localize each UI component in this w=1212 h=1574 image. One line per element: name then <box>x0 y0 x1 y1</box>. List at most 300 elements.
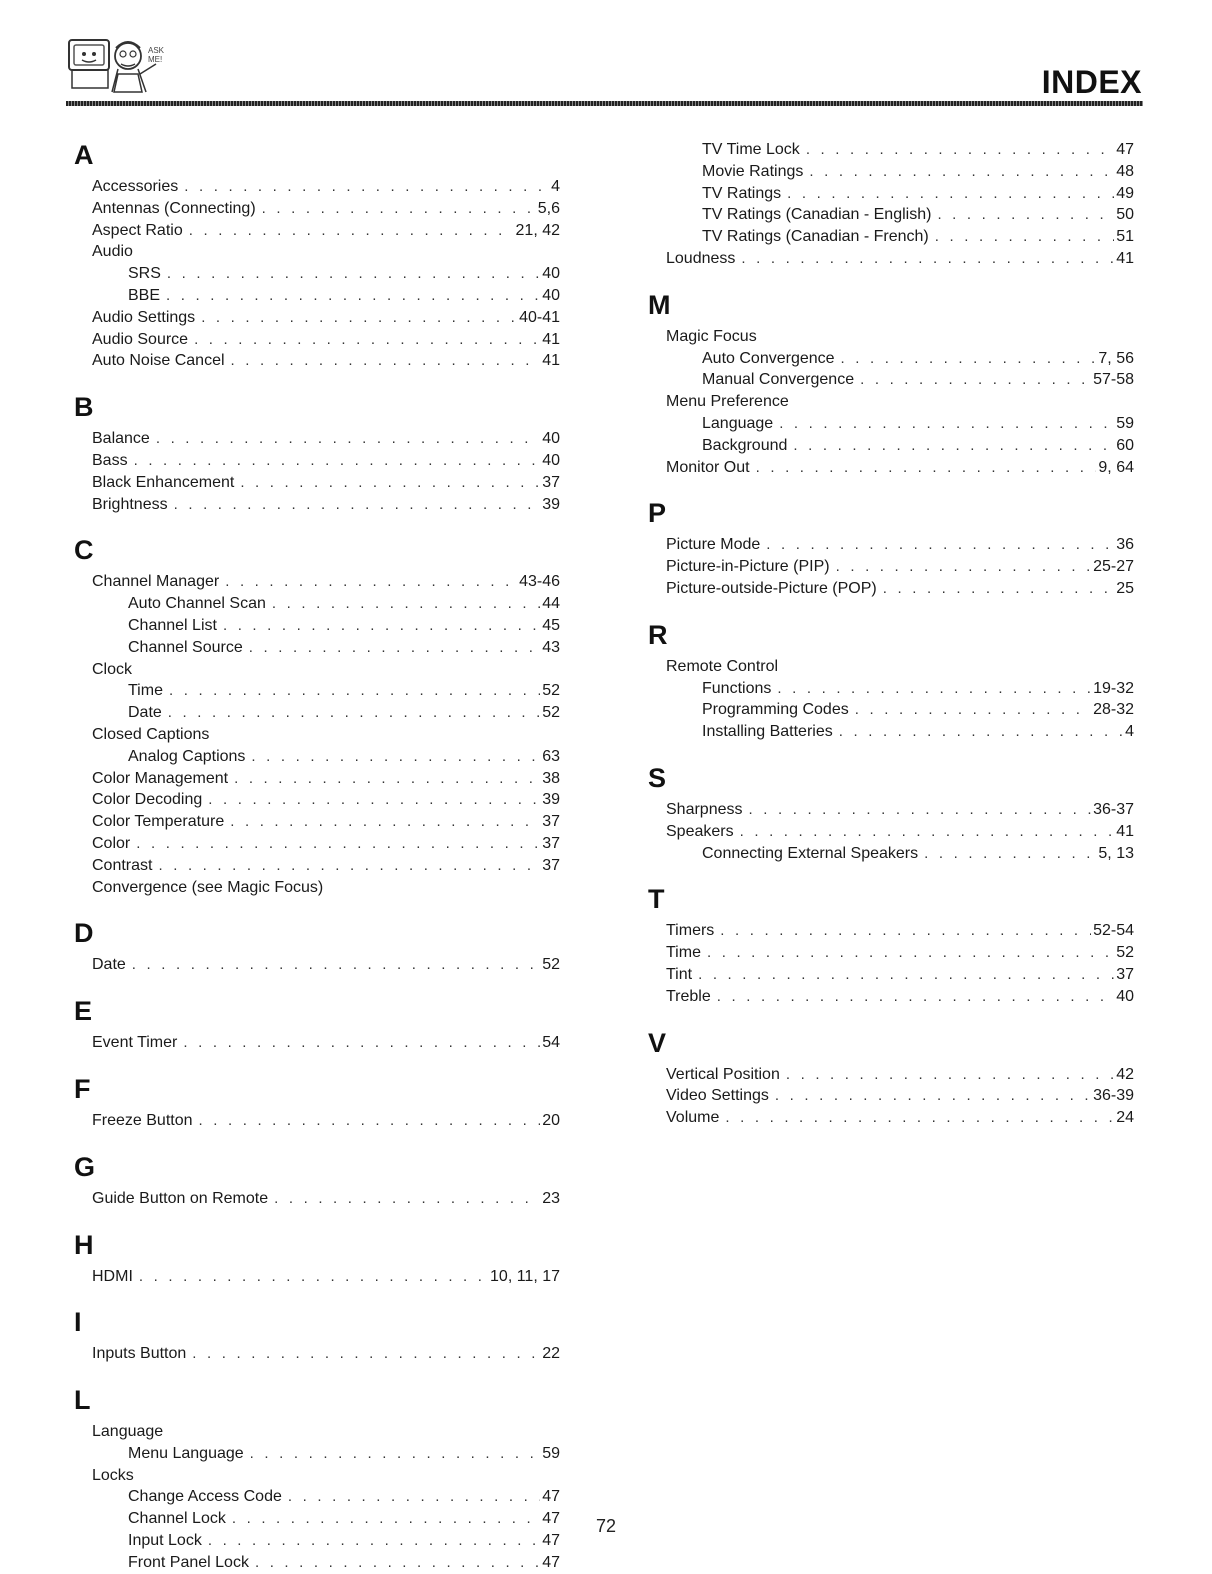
entry-term: Locks <box>92 1466 134 1484</box>
index-entry <box>74 768 560 790</box>
entry-pages: 40 <box>542 265 560 283</box>
dot-leader <box>255 1552 540 1574</box>
entry-pages: 10, 11, 17 <box>490 1267 560 1285</box>
index-entry <box>648 435 1134 457</box>
entry-pages: 25-27 <box>1093 558 1134 576</box>
dot-leader <box>806 139 1114 161</box>
index-entry <box>74 1110 560 1132</box>
dot-leader <box>836 556 1091 578</box>
entry-term: Front Panel Lock <box>128 1553 249 1571</box>
entry-term: Audio Source <box>92 330 189 348</box>
index-entry <box>648 942 1134 964</box>
entry-pages: 43 <box>542 638 560 656</box>
entry-pages: 38 <box>542 769 560 787</box>
dot-leader <box>720 920 1091 942</box>
dot-leader <box>787 183 1114 205</box>
index-section-i <box>74 1301 560 1365</box>
dot-leader <box>136 833 540 855</box>
dot-leader <box>779 413 1114 435</box>
index-section-c <box>74 529 560 898</box>
index-section-m <box>648 284 1134 479</box>
dot-leader <box>741 248 1114 270</box>
index-entry <box>74 1486 560 1508</box>
entry-term: Convergence (see Magic Focus) <box>92 878 324 896</box>
entry-pages: 41 <box>1116 249 1134 267</box>
entry-pages: 59 <box>1116 414 1134 432</box>
entry-term: Color Temperature <box>92 813 225 831</box>
entry-term: SRS <box>128 265 161 283</box>
index-entry <box>74 241 560 263</box>
entry-term: TV Time Lock <box>702 141 800 158</box>
entry-term: Language <box>702 414 774 432</box>
dot-leader <box>134 450 541 472</box>
entry-term: Picture Mode <box>666 536 761 554</box>
entry-pages: 24 <box>1116 1109 1134 1127</box>
dot-leader <box>809 161 1114 183</box>
index-section-t <box>648 878 1134 1007</box>
section-letter: M <box>648 289 671 320</box>
dot-leader <box>707 942 1114 964</box>
dot-leader <box>839 721 1123 743</box>
index-entry <box>74 220 560 242</box>
section-letter: L <box>74 1385 91 1416</box>
section-letter: S <box>648 762 667 793</box>
entry-term: TV Ratings <box>702 184 782 202</box>
index-entry <box>74 494 560 516</box>
section-letter: F <box>74 1073 91 1104</box>
dot-leader <box>166 285 540 307</box>
dot-leader <box>766 534 1114 556</box>
entry-pages: 52 <box>1116 944 1134 962</box>
entry-pages: 47 <box>1116 141 1134 158</box>
entry-pages: 40 <box>542 430 560 448</box>
index-entry <box>74 285 560 307</box>
entry-pages: 36-39 <box>1093 1087 1134 1105</box>
page-title: INDEX <box>1041 64 1142 100</box>
entry-pages: 60 <box>1116 436 1134 454</box>
entry-pages: 47 <box>542 1532 560 1550</box>
index-entry <box>74 176 560 198</box>
entry-pages: 22 <box>542 1345 560 1363</box>
index-entry <box>648 369 1134 391</box>
dot-leader <box>860 369 1091 391</box>
index-section-h <box>74 1224 560 1288</box>
entry-term: Menu Language <box>128 1444 244 1462</box>
entry-term: Channel Lock <box>128 1510 226 1528</box>
entry-term: Background <box>702 436 788 454</box>
entry-term: Guide Button on Remote <box>92 1189 269 1207</box>
dot-leader <box>717 986 1114 1008</box>
index-entry <box>74 877 560 899</box>
dot-leader <box>231 350 541 372</box>
index-entry <box>648 248 1134 270</box>
dot-leader <box>251 746 540 768</box>
entry-term: Date <box>128 704 162 722</box>
index-entry <box>74 615 560 637</box>
dot-leader <box>698 964 1114 986</box>
dot-leader <box>756 457 1097 479</box>
entry-term: Color <box>92 834 131 852</box>
index-entry <box>74 329 560 351</box>
dot-leader <box>194 329 540 351</box>
entry-pages: 47 <box>542 1553 560 1571</box>
index-entry <box>74 350 560 372</box>
index-entry <box>648 986 1134 1008</box>
dot-leader <box>274 1188 540 1210</box>
entry-term: Volume <box>666 1109 720 1127</box>
entry-term: Magic Focus <box>666 327 757 345</box>
entry-term: Channel List <box>128 616 217 634</box>
entry-term: Date <box>92 956 126 974</box>
entry-pages: 37 <box>542 473 560 491</box>
dot-leader <box>288 1486 540 1508</box>
section-letter: D <box>74 918 94 949</box>
dot-leader <box>749 799 1092 821</box>
entry-pages: 39 <box>542 495 560 513</box>
entry-pages: 59 <box>542 1444 560 1462</box>
entry-term: Accessories <box>92 178 179 195</box>
entry-term: Time <box>128 682 163 700</box>
index-entry <box>74 593 560 615</box>
entry-pages: 7, 56 <box>1098 349 1134 367</box>
index-entry <box>648 964 1134 986</box>
index-left-column <box>74 134 560 1574</box>
entry-term: Input Lock <box>128 1532 202 1550</box>
index-entry <box>648 326 1134 348</box>
index-entry <box>74 833 560 855</box>
index-section-s <box>648 757 1134 864</box>
entry-pages: 4 <box>1125 723 1134 741</box>
entry-term: Video Settings <box>666 1087 769 1105</box>
entry-term: Menu Preference <box>666 393 789 411</box>
dot-leader <box>201 307 517 329</box>
dot-leader <box>169 680 540 702</box>
dot-leader <box>192 1343 540 1365</box>
entry-term: Audio <box>92 243 133 261</box>
entry-pages: 40-41 <box>519 308 560 326</box>
entry-pages: 25 <box>1116 579 1134 597</box>
entry-pages: 19-32 <box>1093 679 1134 697</box>
entry-term: Freeze Button <box>92 1111 193 1129</box>
dot-leader <box>262 198 536 220</box>
section-letter: V <box>648 1027 667 1058</box>
dot-leader <box>786 1064 1114 1086</box>
dot-leader <box>249 637 540 659</box>
index-entry <box>648 204 1134 226</box>
dot-leader <box>775 1085 1091 1107</box>
entry-term: Movie Ratings <box>702 162 804 180</box>
index-entry <box>648 348 1134 370</box>
entry-pages: 36-37 <box>1093 800 1134 818</box>
entry-term: Balance <box>92 430 150 448</box>
index-entry <box>74 1465 560 1487</box>
entry-term: TV Ratings (Canadian - English) <box>702 206 932 224</box>
dot-leader <box>725 1107 1114 1129</box>
dot-leader <box>230 811 540 833</box>
entry-pages: 63 <box>542 747 560 765</box>
entry-term: Installing Batteries <box>702 723 833 741</box>
dot-leader <box>189 220 514 242</box>
dot-leader <box>234 768 540 790</box>
dot-leader <box>935 226 1114 248</box>
dot-leader <box>139 1266 488 1288</box>
entry-term: Analog Captions <box>128 747 246 765</box>
entry-pages: 5, 13 <box>1098 844 1134 862</box>
entry-pages: 47 <box>542 1510 560 1528</box>
section-letter: I <box>74 1307 82 1338</box>
index-entry <box>74 702 560 724</box>
section-letter: P <box>648 498 667 529</box>
entry-pages: 21, 42 <box>515 221 560 239</box>
entry-pages: 40 <box>542 451 560 469</box>
entry-term: Audio Settings <box>92 308 196 326</box>
index-entry <box>74 954 560 976</box>
entry-pages: 40 <box>1116 987 1134 1005</box>
section-letter: B <box>74 392 94 423</box>
entry-pages: 45 <box>542 616 560 634</box>
index-entry <box>74 263 560 285</box>
entry-pages: 36 <box>1116 536 1134 554</box>
tv-mascot-logo-icon <box>66 34 178 98</box>
index-entry <box>74 1552 560 1574</box>
index-entry <box>74 811 560 833</box>
index-entry <box>74 724 560 746</box>
section-letter: T <box>648 884 665 915</box>
page-number: 72 <box>595 1516 617 1536</box>
entry-term: Treble <box>666 987 711 1005</box>
entry-term: Programming Codes <box>702 701 849 719</box>
index-section-a <box>74 134 560 372</box>
entry-pages: 39 <box>542 791 560 809</box>
index-entry <box>648 413 1134 435</box>
dot-leader <box>158 855 540 877</box>
index-entry <box>74 1421 560 1443</box>
entry-term: Manual Convergence <box>702 371 855 389</box>
entry-pages: 41 <box>1116 822 1134 840</box>
entry-pages: 43-46 <box>519 573 560 591</box>
entry-term: HDMI <box>92 1267 133 1285</box>
section-letter: C <box>74 535 94 566</box>
entry-term: Loudness <box>666 249 736 267</box>
entry-term: Speakers <box>666 822 734 840</box>
entry-pages: 54 <box>542 1034 560 1052</box>
index-section-f <box>74 1068 560 1132</box>
index-section-continued <box>648 139 1134 270</box>
index-entry <box>648 721 1134 743</box>
index-entry <box>74 472 560 494</box>
section-letter: G <box>74 1151 96 1182</box>
entry-term: Auto Channel Scan <box>128 595 266 613</box>
entry-pages: 57-58 <box>1093 371 1134 389</box>
entry-pages: 4 <box>551 178 560 195</box>
entry-term: Tint <box>666 965 693 983</box>
entry-term: TV Ratings (Canadian - French) <box>702 228 929 246</box>
index-entry <box>74 855 560 877</box>
index-entry <box>74 307 560 329</box>
entry-pages: 52-54 <box>1093 922 1134 940</box>
index-entry <box>74 637 560 659</box>
index-entry <box>74 571 560 593</box>
entry-pages: 48 <box>1116 162 1134 180</box>
entry-term: BBE <box>128 286 161 304</box>
index-entry <box>74 1443 560 1465</box>
entry-term: Color Decoding <box>92 791 203 809</box>
entry-pages: 52 <box>542 956 560 974</box>
index-entry <box>74 680 560 702</box>
dot-leader <box>167 263 540 285</box>
entry-pages: 23 <box>542 1189 560 1207</box>
entry-pages: 20 <box>542 1111 560 1129</box>
index-entry <box>648 457 1134 479</box>
entry-term: Remote Control <box>666 657 779 675</box>
index-section-p <box>648 492 1134 599</box>
index-entry <box>648 161 1134 183</box>
index-entry <box>74 1343 560 1365</box>
entry-term: Antennas (Connecting) <box>92 199 256 217</box>
index-entry <box>74 659 560 681</box>
entry-term: Bass <box>92 451 128 469</box>
index-entry <box>648 183 1134 205</box>
entry-pages: 42 <box>1116 1065 1134 1083</box>
dot-leader <box>937 204 1114 226</box>
entry-term: Channel Manager <box>92 573 220 591</box>
dot-leader <box>225 571 517 593</box>
dot-leader <box>272 593 540 615</box>
entry-pages: 50 <box>1116 206 1134 224</box>
entry-term: Clock <box>92 660 133 678</box>
dot-leader <box>199 1110 541 1132</box>
dot-leader <box>240 472 540 494</box>
logo-caption: ASK ME! <box>148 46 165 64</box>
entry-term: Picture-in-Picture (PIP) <box>666 558 830 576</box>
index-entry <box>648 699 1134 721</box>
entry-term: Brightness <box>92 495 168 513</box>
entry-term: Channel Source <box>128 638 243 656</box>
dot-leader <box>223 615 540 637</box>
dot-leader <box>184 176 549 198</box>
entry-term: Timers <box>666 922 715 940</box>
entry-term: Closed Captions <box>92 725 210 743</box>
dot-leader <box>132 954 540 976</box>
index-section-v <box>648 1022 1134 1129</box>
dot-leader <box>740 821 1115 843</box>
index-section-e <box>74 990 560 1054</box>
entry-term: Picture-outside-Picture (POP) <box>666 579 877 597</box>
entry-term: Time <box>666 944 701 962</box>
entry-term: Contrast <box>92 856 153 874</box>
section-letter: A <box>74 140 94 170</box>
index-entry <box>74 1032 560 1054</box>
entry-pages: 28-32 <box>1093 701 1134 719</box>
entry-pages: 49 <box>1116 184 1134 202</box>
entry-pages: 40 <box>542 286 560 304</box>
entry-pages: 52 <box>542 704 560 722</box>
entry-pages: 9, 64 <box>1098 458 1134 476</box>
dot-leader <box>855 699 1091 721</box>
entry-pages: 5,6 <box>537 199 560 217</box>
index-entry <box>74 450 560 472</box>
index-section-r <box>648 614 1134 743</box>
index-section-g <box>74 1146 560 1210</box>
section-letter: E <box>74 996 93 1027</box>
index-entry <box>648 843 1134 865</box>
dot-leader <box>777 678 1091 700</box>
index-entry <box>648 226 1134 248</box>
index-entry <box>648 556 1134 578</box>
index-entry <box>648 139 1134 161</box>
index-section-l <box>74 1379 560 1574</box>
index-entry <box>648 920 1134 942</box>
entry-pages: 47 <box>542 1488 560 1506</box>
index-right-column <box>648 134 1134 1129</box>
entry-term: Sharpness <box>666 800 743 818</box>
index-section-b <box>74 386 560 515</box>
entry-term: Inputs Button <box>92 1345 187 1363</box>
entry-term: Black Enhancement <box>92 473 235 491</box>
index-entry <box>648 391 1134 413</box>
entry-pages: 44 <box>542 595 560 613</box>
dot-leader <box>168 702 540 724</box>
entry-term: Change Access Code <box>128 1488 282 1506</box>
dot-leader <box>208 789 540 811</box>
index-entry <box>74 789 560 811</box>
entry-pages: 52 <box>542 682 560 700</box>
entry-term: Auto Noise Cancel <box>92 352 225 370</box>
header-rule <box>66 101 1143 106</box>
index-section-d <box>74 912 560 976</box>
index-entry <box>74 428 560 450</box>
index-entry <box>648 656 1134 678</box>
dot-leader <box>250 1443 541 1465</box>
dot-leader <box>183 1032 540 1054</box>
index-entry <box>648 578 1134 600</box>
entry-term: Aspect Ratio <box>92 221 183 239</box>
dot-leader <box>924 843 1096 865</box>
dot-leader <box>793 435 1114 457</box>
index-entry <box>74 746 560 768</box>
entry-pages: 37 <box>542 813 560 831</box>
entry-pages: 41 <box>542 330 560 348</box>
dot-leader <box>883 578 1114 600</box>
entry-term: Vertical Position <box>666 1065 780 1083</box>
entry-term: Auto Convergence <box>702 349 835 367</box>
dot-leader <box>174 494 541 516</box>
section-letter: H <box>74 1229 94 1260</box>
entry-term: Connecting External Speakers <box>702 844 919 862</box>
index-entry <box>648 821 1134 843</box>
index-entry <box>648 1085 1134 1107</box>
entry-term: Event Timer <box>92 1034 178 1052</box>
section-letter: R <box>648 619 668 650</box>
entry-pages: 51 <box>1116 228 1134 246</box>
index-entry <box>74 1188 560 1210</box>
dot-leader <box>841 348 1097 370</box>
index-entry <box>648 534 1134 556</box>
index-entry <box>648 799 1134 821</box>
index-entry <box>74 1266 560 1288</box>
entry-term: Language <box>92 1423 164 1441</box>
entry-pages: 37 <box>1116 965 1134 983</box>
entry-pages: 37 <box>542 834 560 852</box>
entry-term: Color Management <box>92 769 229 787</box>
entry-term: Functions <box>702 679 772 697</box>
entry-pages: 37 <box>542 856 560 874</box>
dot-leader <box>156 428 540 450</box>
index-entry <box>648 1107 1134 1129</box>
entry-term: Monitor Out <box>666 458 750 476</box>
index-entry <box>648 678 1134 700</box>
entry-pages: 41 <box>542 352 560 370</box>
